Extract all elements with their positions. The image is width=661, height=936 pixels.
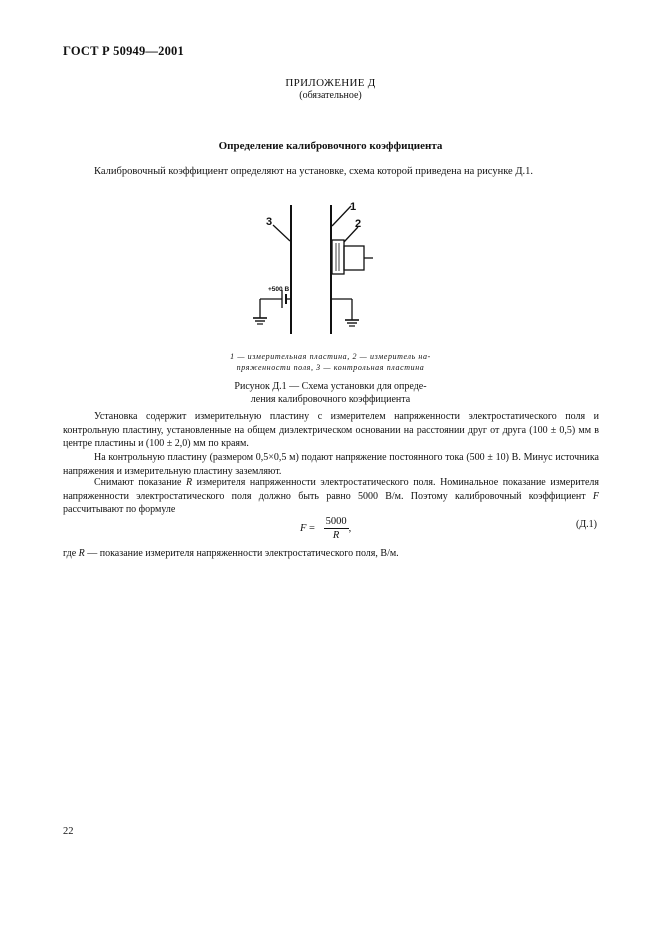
appendix-status: (обязательное) (299, 90, 362, 101)
p3-part-b: измерителя напряженности электростатического поля. Номинальное показание измерителя напряженности электростатического поля должно быть равно 5000 В/м. Поэтому калибровочный коэффициент (63, 477, 599, 502)
formula-denominator: R (332, 530, 340, 541)
p3-part-a: Снимают показание (94, 477, 186, 488)
leader-line-3 (273, 225, 290, 241)
label-3: 3 (266, 216, 273, 228)
paragraph-setup: Установка содержит измерительную пластину с измерителем напряженности электростатического поля и контрольную пластину, установленные на общем диэлектрическом основании на расстоянии друг от друга (100 ± 0,5) мм в центре пластины и (100 ± 2,0) мм по краям. (63, 411, 599, 449)
legend-line-2: пряженности поля, 3 — контрольная пластина (236, 363, 425, 372)
p3-part-c: рассчитывают по формуле (63, 504, 176, 515)
leader-line-1 (332, 206, 351, 226)
formula-equals: = (309, 522, 315, 534)
equation-number: (Д.1) (576, 519, 597, 530)
setup-diagram (240, 200, 420, 340)
paragraph-where (63, 547, 599, 561)
where-prefix: где (63, 548, 79, 559)
formula-tail: , (348, 522, 352, 534)
appendix-title: ПРИЛОЖЕНИЕ Д (285, 77, 376, 89)
figure-caption (0, 381, 661, 406)
caption-line-2: ления калибровочного коэффициента (250, 393, 411, 405)
formula-fraction (324, 516, 349, 541)
var-f: F (592, 490, 599, 502)
section-title: Определение калибровочного коэффициента (218, 140, 443, 152)
field-meter-probe (344, 246, 364, 270)
document-header: ГОСТ Р 50949—2001 (63, 44, 184, 58)
legend-line-1: 1 — измерительная пластина, 2 — измеритель на- (230, 352, 431, 361)
formula (300, 516, 351, 541)
label-2: 2 (355, 218, 362, 230)
intro-paragraph: Калибровочный коэффициент определяют на установке, схема которой приведена на рисунке Д.1. (94, 166, 533, 177)
voltage-label: +500 В (268, 286, 290, 293)
where-var: R (78, 548, 85, 559)
formula-numerator: 5000 (325, 516, 347, 527)
paragraph-reading (63, 476, 599, 517)
page-number: 22 (63, 826, 74, 837)
label-1: 1 (350, 201, 357, 213)
caption-line-1: Рисунок Д.1 — Схема установки для опреде- (234, 381, 427, 392)
field-meter-body (332, 240, 344, 274)
paragraph-voltage: На контрольную пластину (размером 0,5×0,5 м) подают напряжение постоянного тока (500 ± 10) В. Минус источника напряжения и измерительную пластину заземляют. (63, 452, 599, 477)
figure-legend (0, 351, 661, 373)
where-text: — показание измерителя напряженности электростатического поля, В/м. (84, 548, 399, 559)
var-r: R (185, 477, 193, 488)
formula-lhs: F (300, 522, 307, 534)
